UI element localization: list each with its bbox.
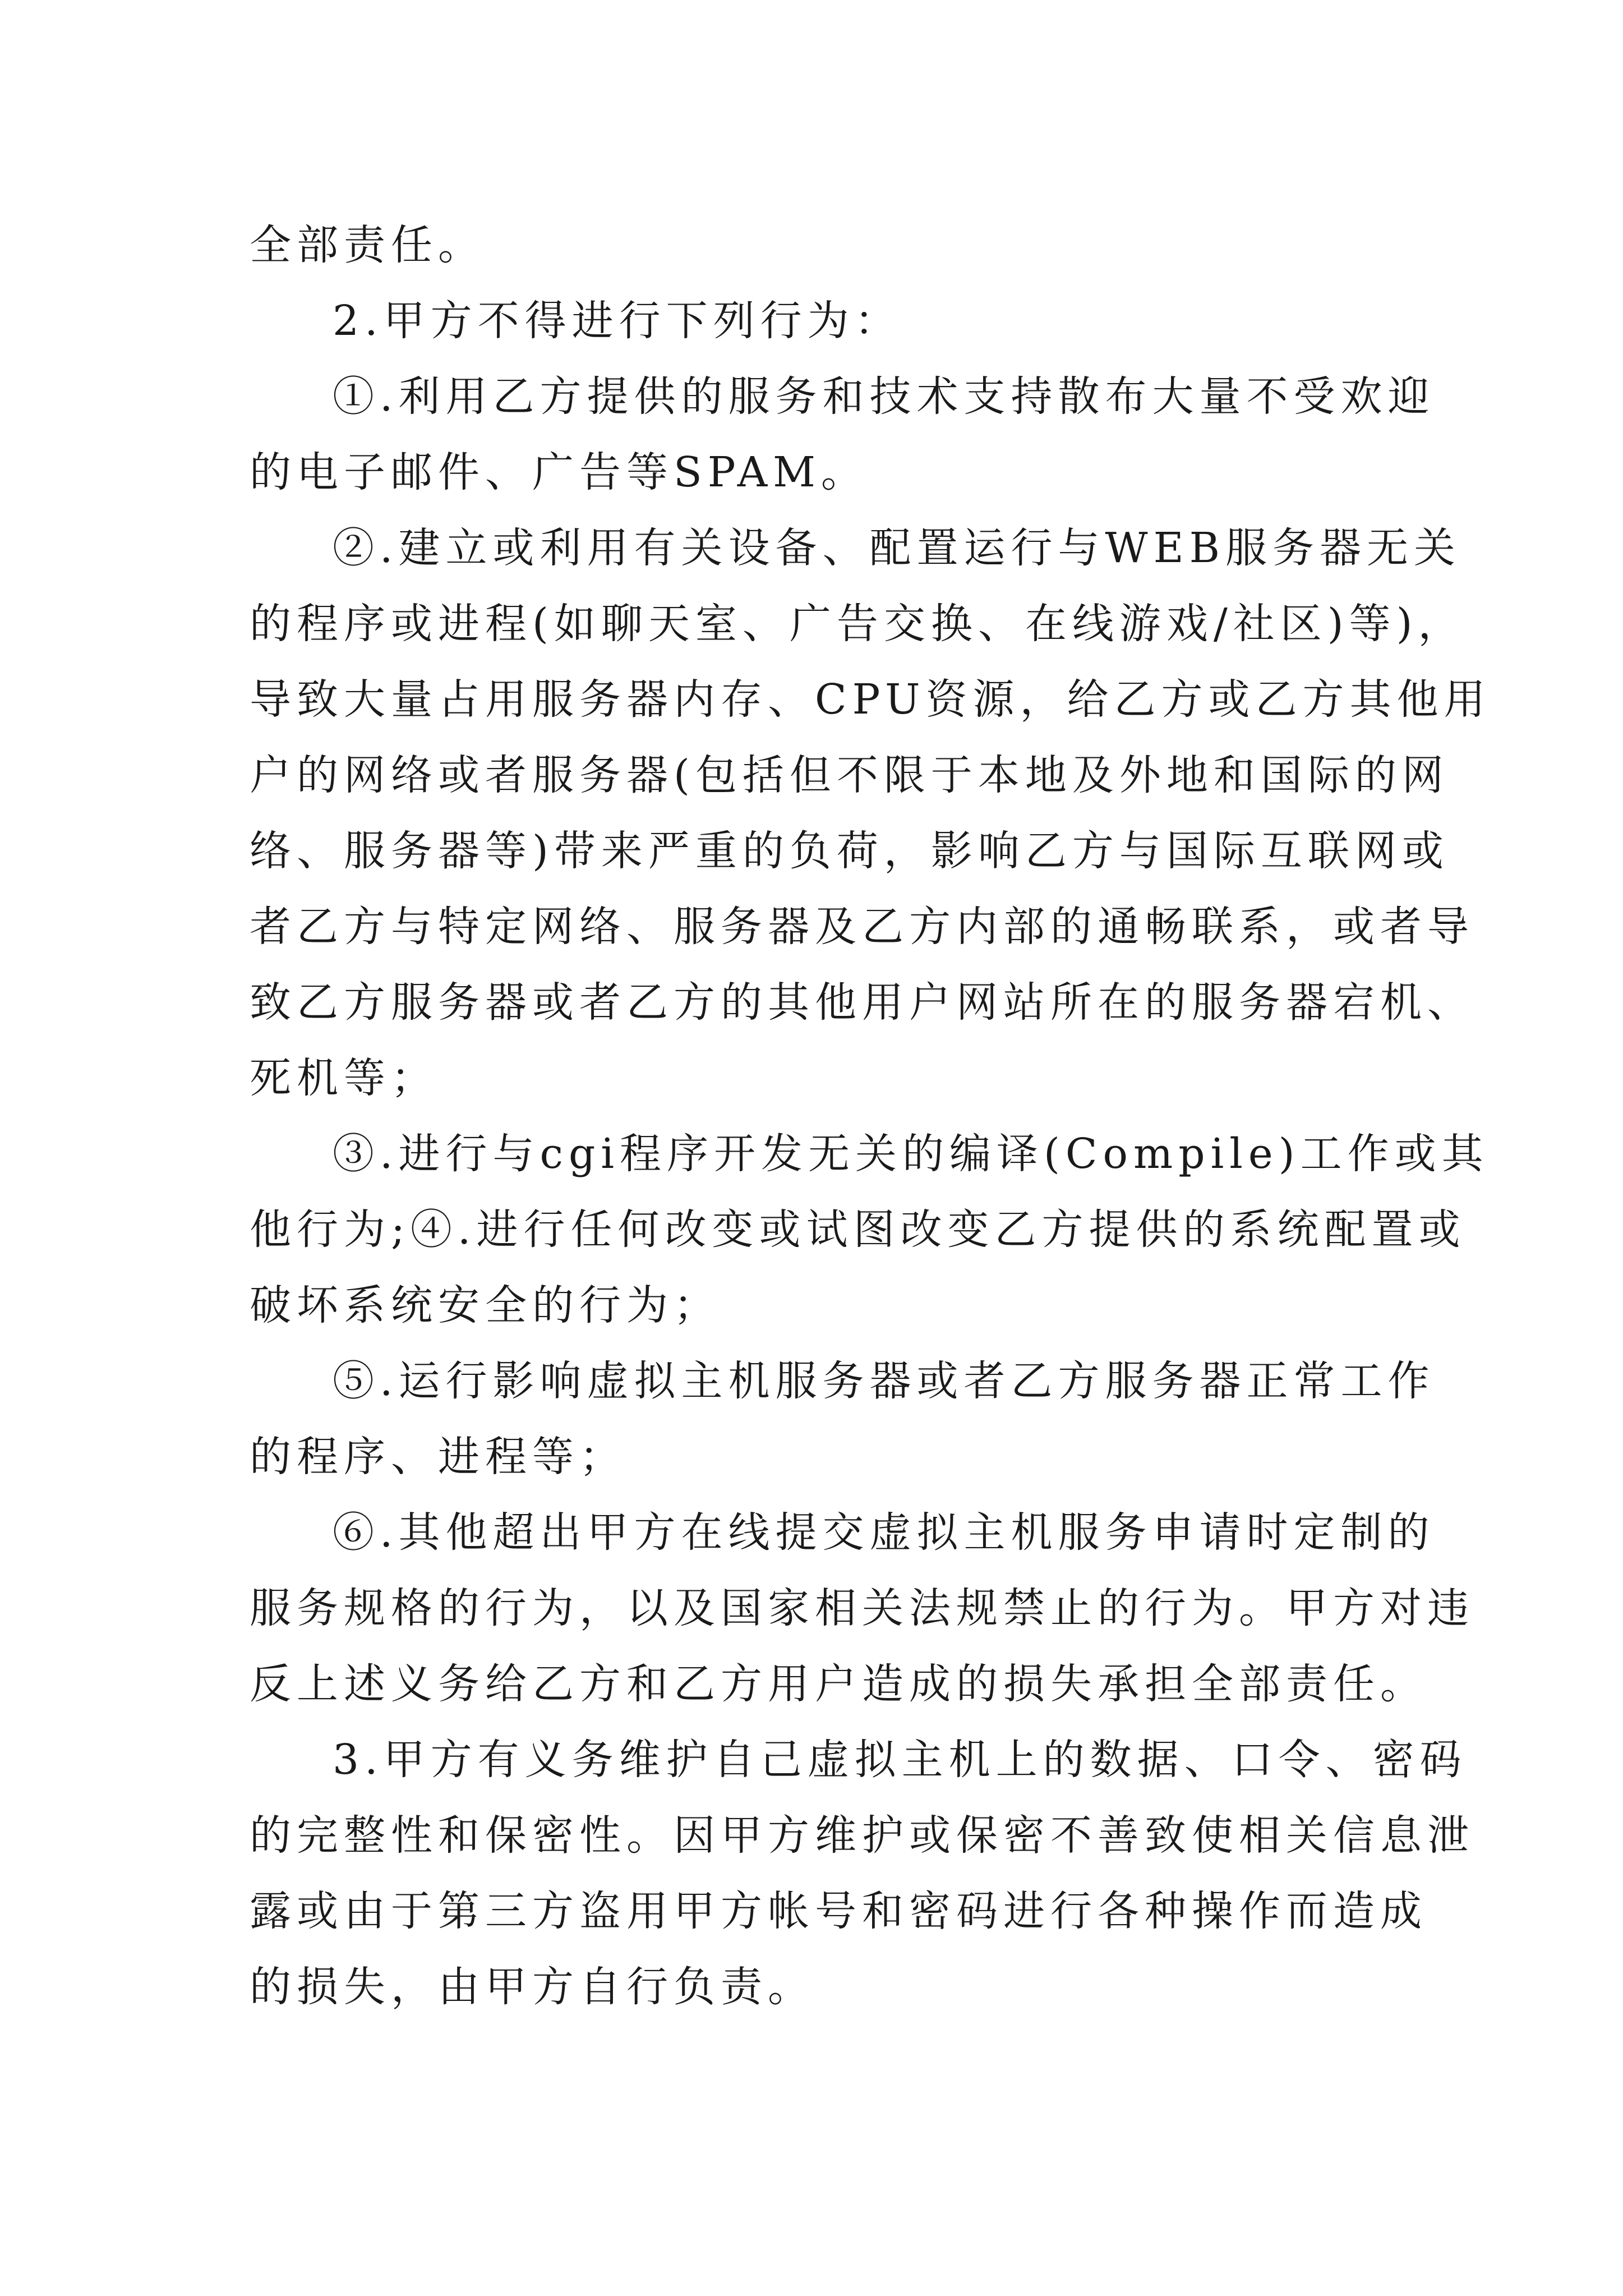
item-3-4-line: 他行为;④.进行任何改变或试图改变乙方提供的系统配置或 xyxy=(250,1205,1466,1254)
item-2-line: ②.建立或利用有关设备、配置运行与WEB服务器无关 xyxy=(333,524,1461,572)
item-1-line: ①.利用乙方提供的服务和技术支持散布大量不受欢迎 xyxy=(333,372,1435,421)
clause-2-heading: 2.甲方不得进行下列行为： xyxy=(333,297,902,345)
item-6-line: ⑥.其他超出甲方在线提交虚拟主机服务申请时定制的 xyxy=(333,1508,1435,1557)
document-body xyxy=(250,208,1491,2025)
item-2-line: 户的网络或者服务器(包括但不限于本地及外地和国际的网 xyxy=(250,751,1449,799)
item-3-line: ③.进行与cgi程序开发无关的编译(Compile)工作或其 xyxy=(333,1130,1489,1178)
item-2-line: 导致大量占用服务器内存、CPU资源，给乙方或乙方其他用 xyxy=(250,675,1491,724)
item-1-line: 的电子邮件、广告等SPAM。 xyxy=(250,448,868,496)
clause-3-line: 露或由于第三方盗用甲方帐号和密码进行各种操作而造成 xyxy=(250,1887,1427,1935)
clause-3-line: 的完整性和保密性。因甲方维护或保密不善致使相关信息泄 xyxy=(250,1811,1474,1860)
item-2-line: 络、服务器等)带来严重的负荷，影响乙方与国际互联网或 xyxy=(250,827,1449,875)
item-2-line: 者乙方与特定网络、服务器及乙方内部的通畅联系，或者导 xyxy=(250,903,1474,951)
clause-3-line: 的损失，由甲方自行负责。 xyxy=(250,1963,815,2011)
item-5-line: ⑤.运行影响虚拟主机服务器或者乙方服务器正常工作 xyxy=(333,1357,1435,1405)
text-line: 全部责任。 xyxy=(250,221,485,269)
clause-3-line: 3.甲方有义务维护自己虚拟主机上的数据、口令、密码 xyxy=(333,1736,1467,1784)
item-2-line: 的程序或进程(如聊天室、广告交换、在线游戏/社区)等)， xyxy=(250,600,1465,648)
item-2-line: 死机等； xyxy=(250,1054,438,1102)
item-4-line: 破坏系统安全的行为； xyxy=(250,1281,721,1329)
item-6-line: 反上述义务给乙方和乙方用户造成的损失承担全部责任。 xyxy=(250,1660,1427,1708)
item-6-line: 服务规格的行为，以及国家相关法规禁止的行为。甲方对违 xyxy=(250,1584,1474,1632)
item-5-line: 的程序、进程等； xyxy=(250,1433,626,1481)
item-2-line: 致乙方服务器或者乙方的其他用户网站所在的服务器宕机、 xyxy=(250,978,1474,1027)
